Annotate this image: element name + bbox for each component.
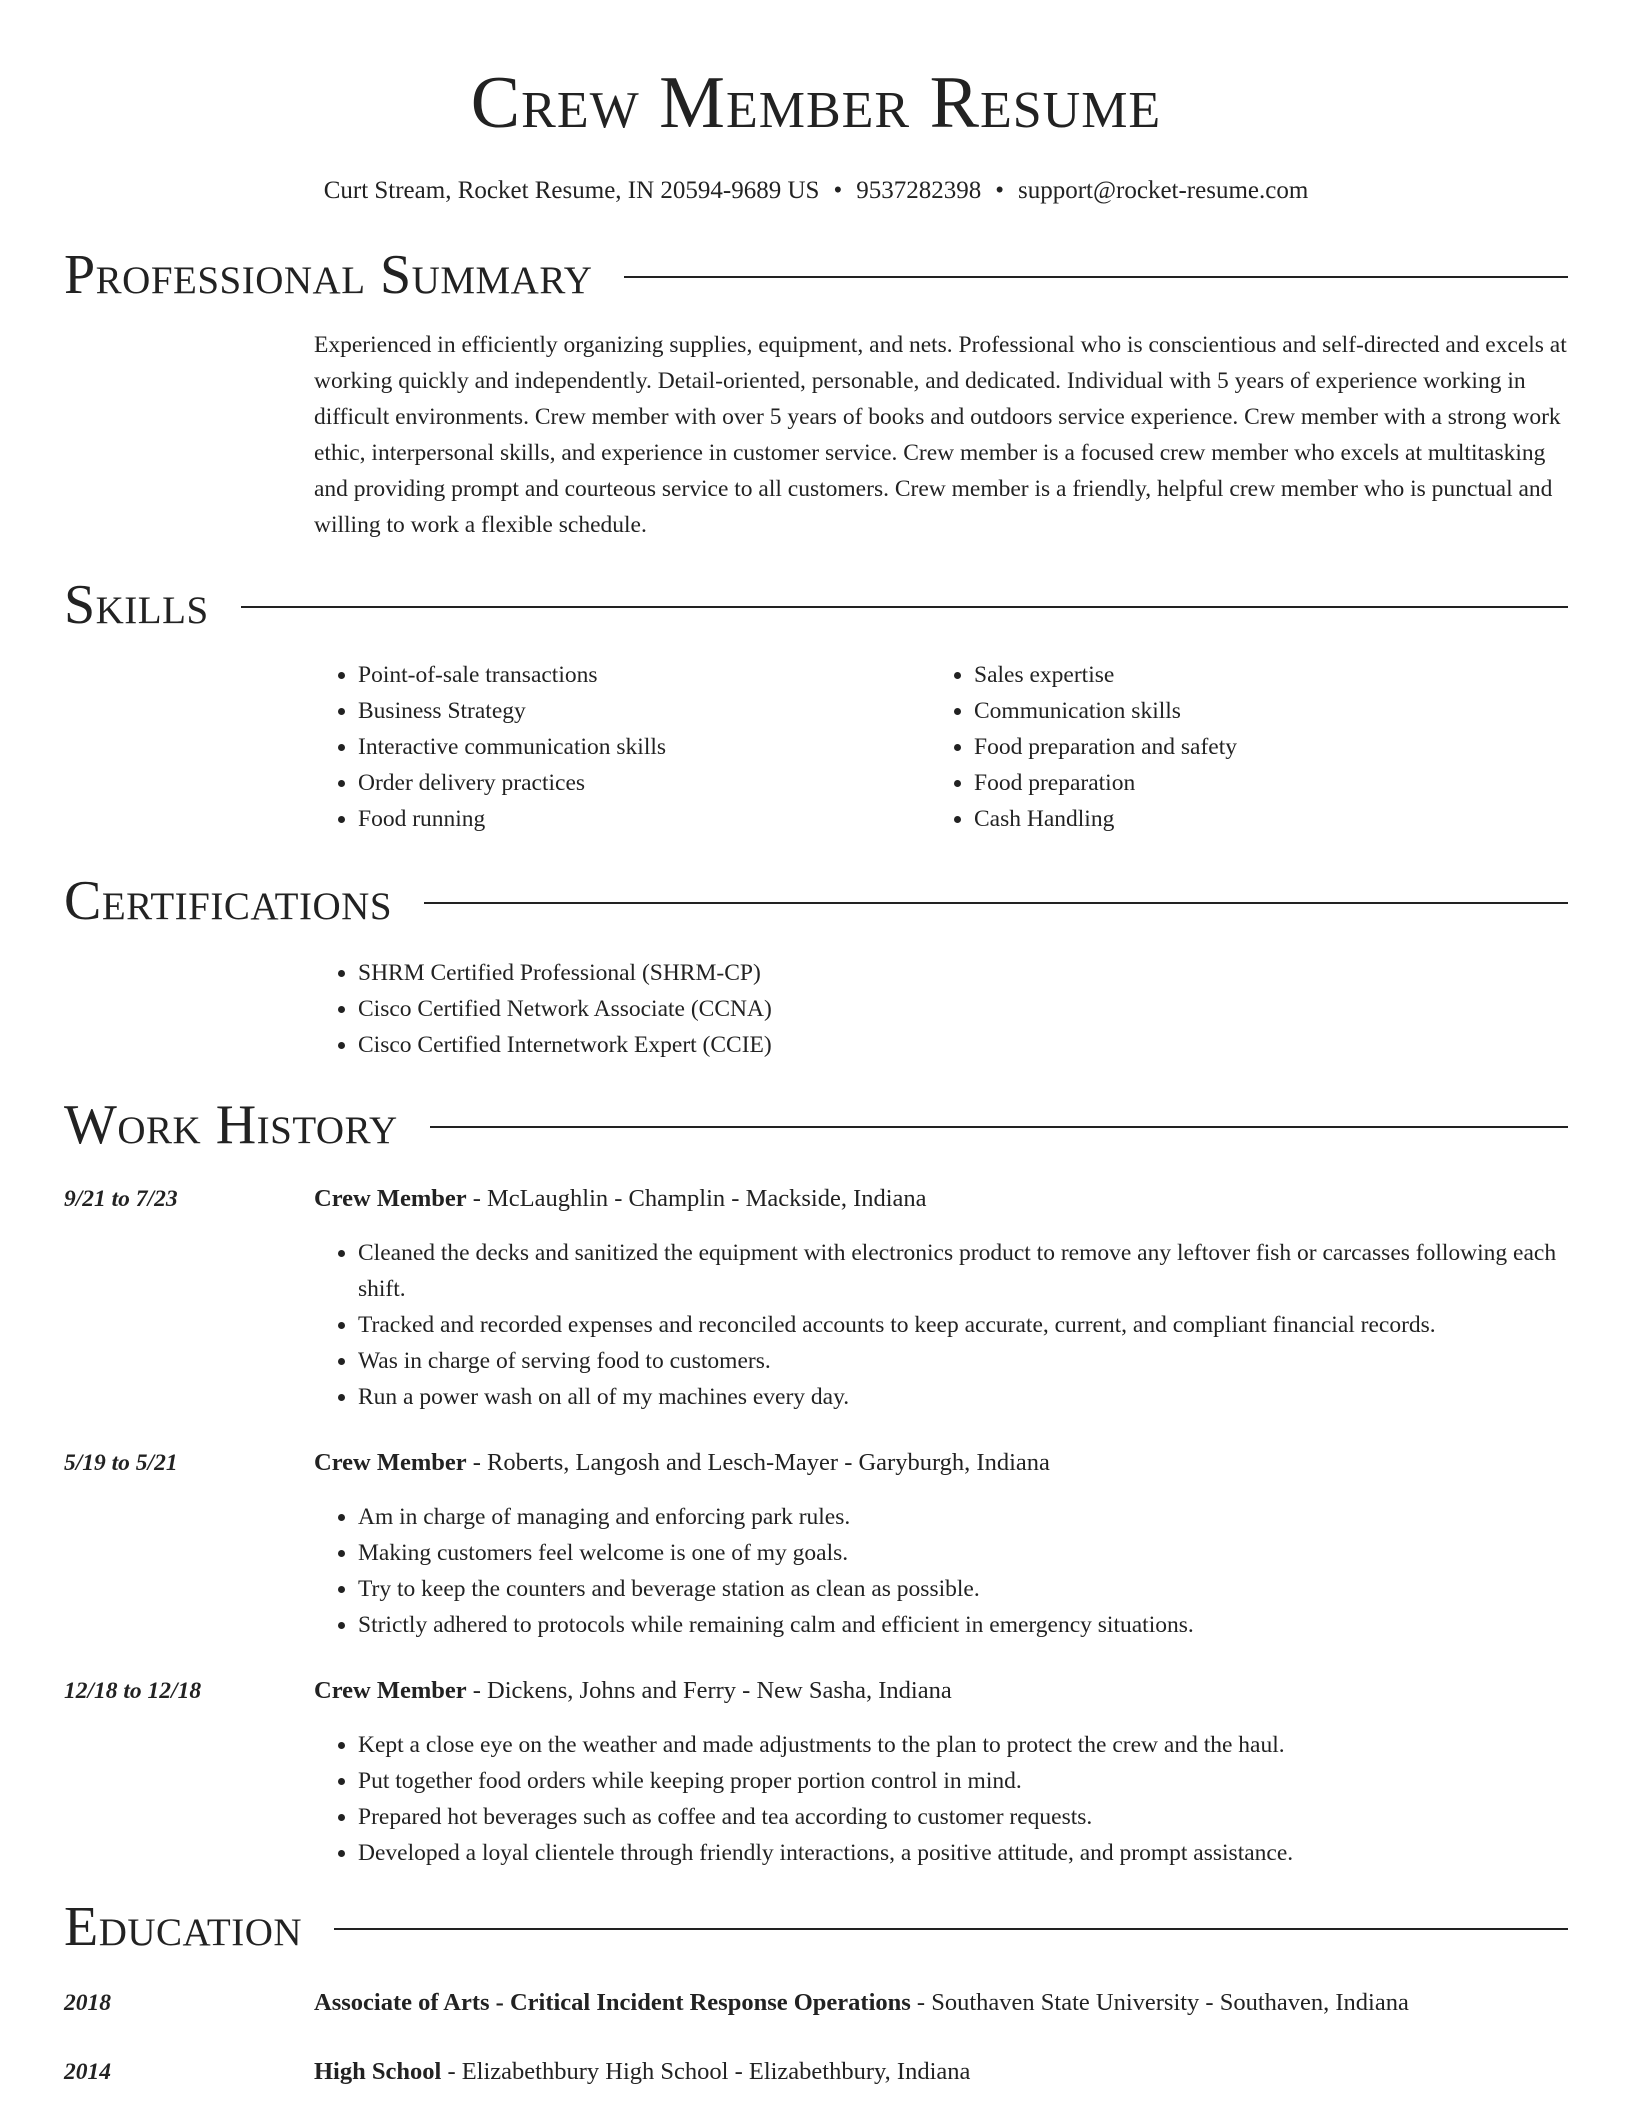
education-degree: Associate of Arts - Critical Incident Response Operations	[314, 1989, 911, 2016]
job-bullet: • Put together food orders while keeping proper portion control in mind.	[358, 1763, 1568, 1799]
job-employer: - Dickens, Johns and Ferry - New Sasha, Indiana	[466, 1677, 952, 1704]
section-title-skills: Skills	[64, 574, 209, 636]
section-divider	[241, 606, 1568, 608]
job-body	[314, 1181, 1568, 1415]
contact-line	[64, 178, 1568, 203]
education-entry	[64, 1985, 1568, 2021]
skills-list	[314, 657, 1568, 837]
summary-text: Experienced in efficiently organizing supplies, equipment, and nets. Professional who is conscientious and self-directed and excels at working quickly and independently. Detail-oriented, personable, and dedicated. Individual with 5 years of experience working in difficult environments. Crew member with over 5 years of books and outdoors service experience. Crew member with a strong work ethic, interpersonal skills, and experience in customer service. Crew member is a focused crew member who excels at multitasking and providing prompt and courteous service to all customers. Crew member is a friendly, helpful crew member who is punctual and willing to work a flexible schedule.	[314, 332, 1567, 538]
job-bullet: • Tracked and recorded expenses and reconciled accounts to keep accurate, current, and compliant financial records.	[358, 1307, 1568, 1343]
job-bullet: • Run a power wash on all of my machines every day.	[358, 1379, 1568, 1415]
contact-phone: 9537282398	[856, 177, 982, 204]
job-entry	[64, 1181, 1568, 1415]
section-header-summary	[64, 244, 1568, 306]
job-dates: 9/21 to 7/23	[64, 1186, 178, 1212]
skill-item: • Sales expertise	[974, 657, 1546, 693]
job-employer: - McLaughlin - Champlin - Mackside, Indiana	[466, 1185, 927, 1212]
certification-item: • Cisco Certified Network Associate (CCNA)	[358, 991, 1568, 1027]
section-header-education	[64, 1896, 1568, 1958]
skill-item: • Point-of-sale transactions	[358, 657, 930, 693]
skill-item: • Interactive communication skills	[358, 729, 930, 765]
skill-item: • Cash Handling	[974, 801, 1546, 837]
education-year: 2014	[64, 2059, 111, 2085]
skill-item: • Food preparation	[974, 765, 1546, 801]
job-entry	[64, 1445, 1568, 1643]
job-title: Crew Member	[314, 1449, 467, 1476]
skills-column-left	[314, 657, 930, 837]
skill-item: • Business Strategy	[358, 693, 930, 729]
contact-address: Curt Stream, Rocket Resume, IN 20594-9689 US	[323, 177, 820, 204]
job-dates: 5/19 to 5/21	[64, 1450, 178, 1476]
section-title-certifications: Certifications	[64, 870, 393, 932]
job-title: Crew Member	[314, 1677, 467, 1704]
contact-separator: •	[995, 177, 1004, 204]
resume-title: Crew Member Resume	[470, 62, 1162, 144]
education-body	[314, 2054, 970, 2090]
section-divider	[424, 902, 1568, 904]
job-title-line	[314, 1673, 1568, 1709]
section-divider	[430, 1126, 1568, 1128]
job-bullet: • Am in charge of managing and enforcing park rules.	[358, 1499, 1568, 1535]
section-header-certifications	[64, 870, 1568, 932]
job-title: Crew Member	[314, 1185, 467, 1212]
education-school: - Elizabethbury High School - Elizabethbury, Indiana	[441, 2058, 971, 2085]
section-header-work-history	[64, 1094, 1568, 1156]
job-dates: 12/18 to 12/18	[64, 1678, 202, 1704]
job-employer: - Roberts, Langosh and Lesch-Mayer - Garyburgh, Indiana	[466, 1449, 1050, 1476]
job-bullet: • Was in charge of serving food to customers.	[358, 1343, 1568, 1379]
job-body	[314, 1673, 1568, 1871]
job-bullet: • Try to keep the counters and beverage station as clean as possible.	[358, 1571, 1568, 1607]
job-bullet: • Cleaned the decks and sanitized the equipment with electronics product to remove any leftover fish or carcasses following each shift.	[358, 1235, 1568, 1307]
job-title-line	[314, 1445, 1568, 1481]
job-bullet: • Making customers feel welcome is one of my goals.	[358, 1535, 1568, 1571]
job-body	[314, 1445, 1568, 1643]
section-header-skills	[64, 574, 1568, 636]
skill-item: • Food preparation and safety	[974, 729, 1546, 765]
job-entry	[64, 1673, 1568, 1871]
education-school: - Southaven State University - Southaven, Indiana	[910, 1989, 1409, 2016]
job-title-line	[314, 1181, 1568, 1217]
education-entry	[64, 2054, 1568, 2090]
certification-item: • Cisco Certified Internetwork Expert (CCIE)	[358, 1027, 1568, 1063]
skill-item: • Order delivery practices	[358, 765, 930, 801]
education-body	[314, 1985, 1409, 2021]
education-year: 2018	[64, 1990, 111, 2016]
contact-separator: •	[833, 177, 843, 204]
certifications-list	[314, 955, 1568, 1063]
job-bullet: • Developed a loyal clientele through friendly interactions, a positive attitude, and prompt assistance.	[358, 1835, 1568, 1871]
section-divider	[334, 1928, 1568, 1930]
section-divider	[624, 276, 1568, 278]
section-title-summary: Professional Summary	[64, 244, 593, 306]
section-title-work-history: Work History	[64, 1094, 398, 1156]
contact-email: support@rocket-resume.com	[1018, 177, 1309, 204]
job-bullet: • Prepared hot beverages such as coffee and tea according to customer requests.	[358, 1799, 1568, 1835]
skill-item: • Communication skills	[974, 693, 1546, 729]
job-bullet: • Kept a close eye on the weather and made adjustments to the plan to protect the crew and the haul.	[358, 1727, 1568, 1763]
education-degree: High School	[314, 2058, 442, 2085]
skills-column-right	[930, 657, 1546, 837]
skill-item: • Food running	[358, 801, 930, 837]
job-bullet: • Strictly adhered to protocols while remaining calm and efficient in emergency situations.	[358, 1607, 1568, 1643]
certification-item: • SHRM Certified Professional (SHRM-CP)	[358, 955, 1568, 991]
section-title-education: Education	[64, 1896, 303, 1958]
